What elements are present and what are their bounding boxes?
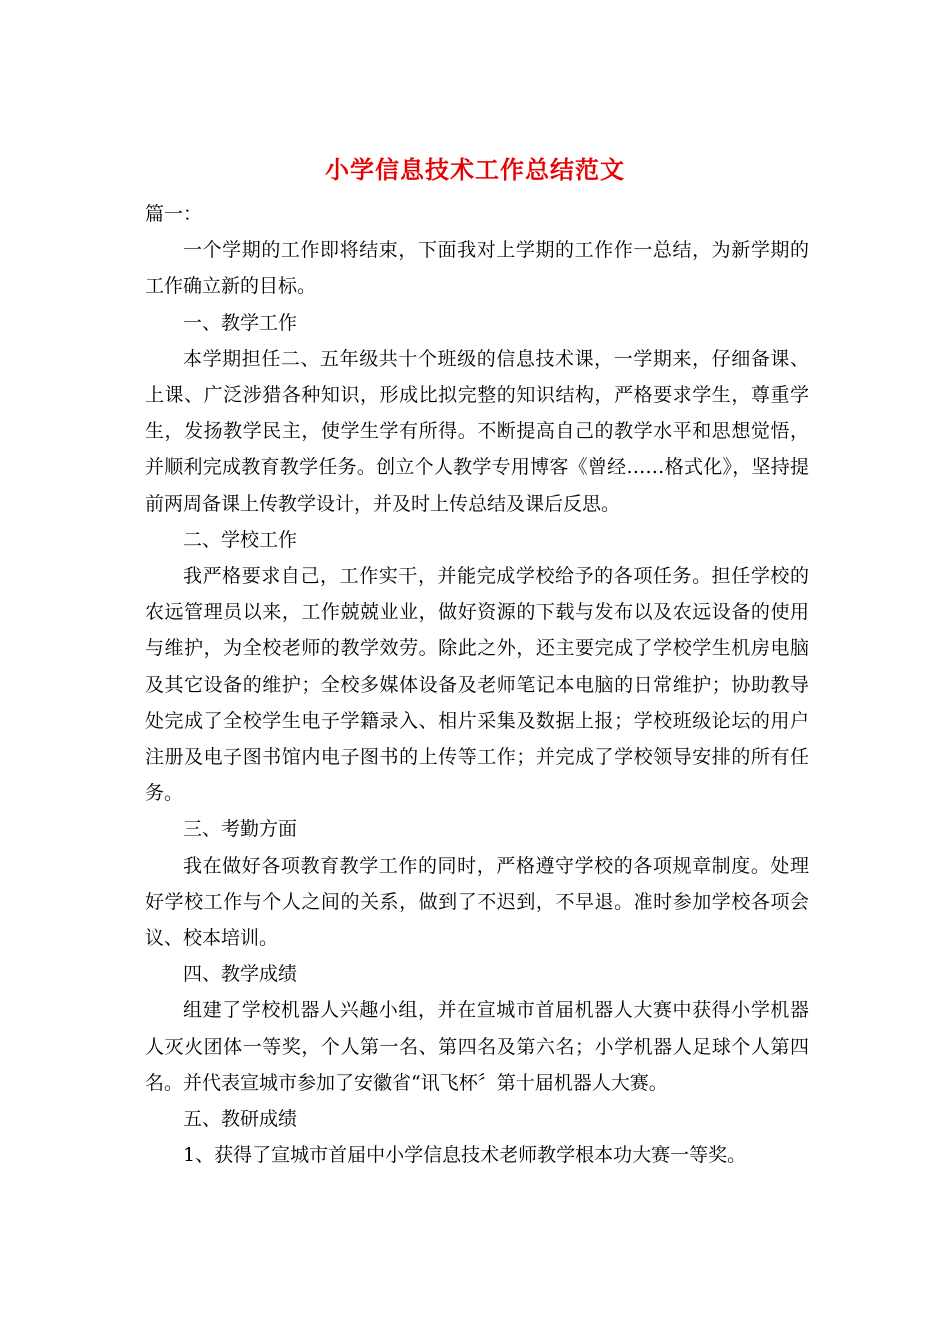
- attendance-paragraph: 我在做好各项教育教学工作的同时，严格遵守学校的各项规章制度。处理好学校工作与个人之间的关系，做到了不迟到，不早退。准时参加学校各项会议、校本培训。: [145, 854, 809, 950]
- section-heading-teaching: 一、教学工作: [183, 311, 298, 334]
- part-label: 篇一：: [145, 203, 203, 225]
- document-body: [145, 196, 809, 1173]
- section-heading-school: 二、学校工作: [183, 528, 298, 551]
- results-paragraph: 组建了学校机器人兴趣小组，并在宣城市首届机器人大赛中获得小学机器人灭火团体一等奖，个人第一名、第四名及第六名；小学机器人足球个人第四名。并代表宣城市参加了安徽省“讯飞杯〞第十届机器人大赛。: [145, 999, 809, 1094]
- research-paragraph: 1、获得了宣城市首届中小学信息技术老师教学根本功大赛一等奖。: [183, 1144, 747, 1167]
- document-title: 小学信息技术工作总结范文: [325, 155, 625, 184]
- teaching-paragraph: 本学期担任二、五年级共十个班级的信息技术课，一学期来，仔细备课、上课、广泛涉猎各种知识，形成比拟完整的知识结构，严格要求学生，尊重学生，发扬教学民主，使学生学有所得。不断提高自己的教学水平和思想觉悟，并顺利完成教育教学任务。创立个人教学专用博客《曾经……格式化》，坚持提前两周备课上传教学设计，并及时上传总结及课后反思。: [145, 347, 809, 515]
- school-paragraph: 我严格要求自己，工作实干，并能完成学校给予的各项任务。担任学校的农远管理员以来，工作兢兢业业，做好资源的下载与发布以及农远设备的使用与维护，为全校老师的教学效劳。除此之外，还主要完成了学校学生机房电脑及其它设备的维护；全校多媒体设备及老师笔记本电脑的日常维护；协助教导处完成了全校学生电子学籍录入、相片采集及数据上报；学校班级论坛的用户注册及电子图书馆内电子图书的上传等工作；并完成了学校领导安排的所有任务。: [145, 565, 809, 805]
- section-heading-research: 五、教研成绩: [183, 1108, 298, 1131]
- section-heading-attendance: 三、考勤方面: [183, 818, 298, 841]
- section-heading-results: 四、教学成绩: [183, 963, 298, 986]
- intro-paragraph: 一个学期的工作即将结束，下面我对上学期的工作作一总结，为新学期的工作确立新的目标。: [145, 239, 809, 298]
